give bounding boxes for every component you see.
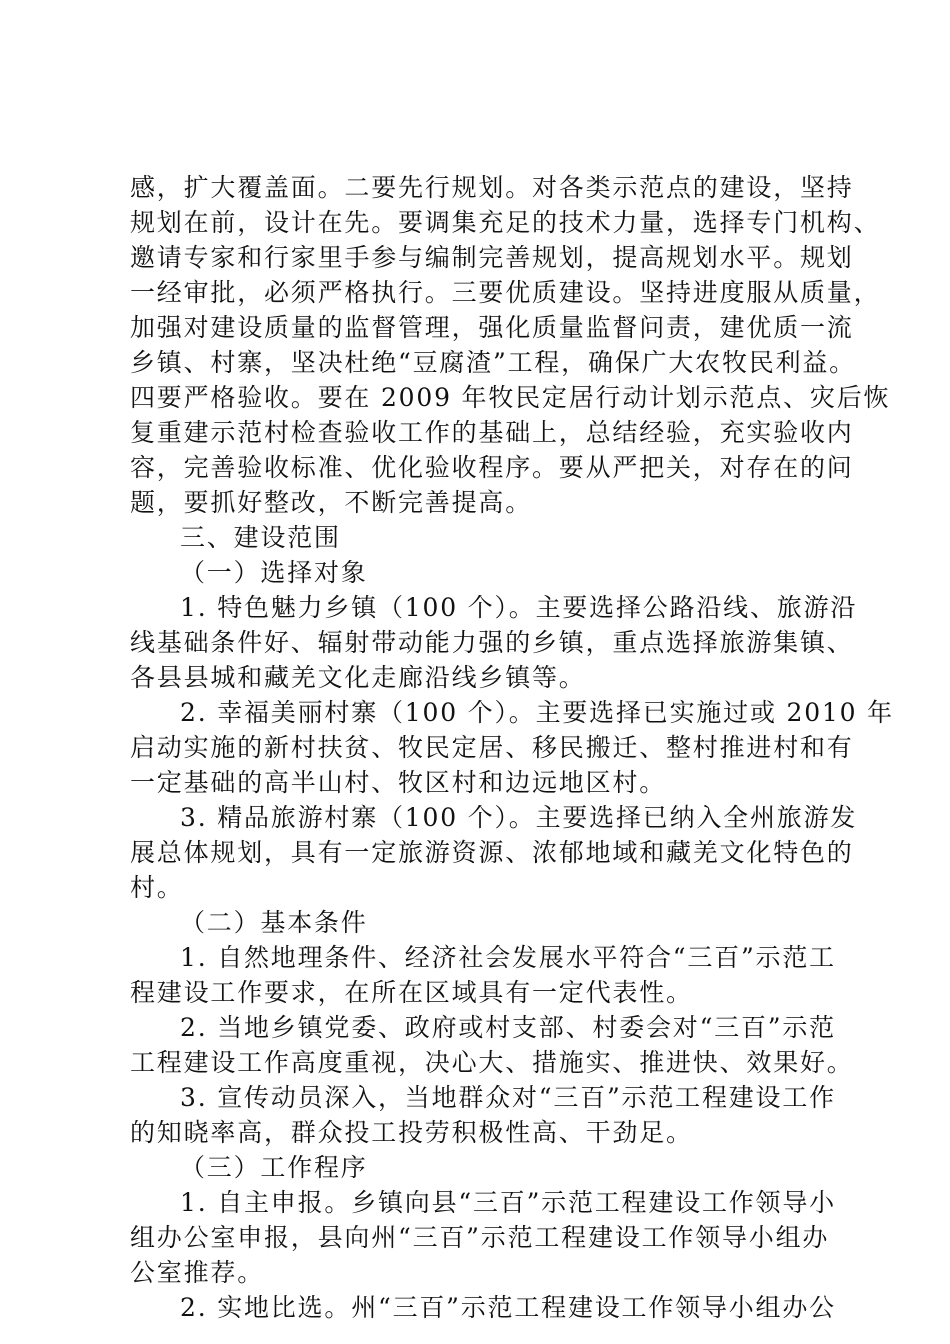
body-line: 启动实施的新村扶贫、牧民定居、移民搬迁、整村推进村和有 — [130, 733, 854, 762]
subsection-heading: （一）选择对象 — [180, 558, 368, 587]
body-line: 各县县城和藏羌文化走廊沿线乡镇等。 — [130, 663, 586, 692]
document-body — [130, 170, 894, 1325]
body-line: 工程建设工作高度重视，决心大、措施实、推进快、效果好。 — [130, 1048, 854, 1077]
body-line: 线基础条件好、辐射带动能力强的乡镇，重点选择旅游集镇、 — [130, 628, 854, 657]
list-item-start: 3. 精品旅游村寨（100 个）。主要选择已纳入全州旅游发 — [180, 803, 858, 832]
list-item-start: 2. 幸福美丽村寨（100 个）。主要选择已实施过或 2010 年 — [180, 698, 894, 727]
body-line: 村。 — [130, 873, 184, 902]
list-item-start: 1. 自然地理条件、经济社会发展水平符合“三百”示范工 — [180, 943, 836, 972]
body-line: 感，扩大覆盖面。二要先行规划。对各类示范点的建设，坚持 — [130, 173, 854, 202]
list-item-start: 2. 实地比选。州“三百”示范工程建设工作领导小组办公 — [180, 1293, 836, 1322]
list-item-start: 3. 宣传动员深入，当地群众对“三百”示范工程建设工作 — [180, 1083, 836, 1112]
body-line: 的知晓率高，群众投工投劳积极性高、干劲足。 — [130, 1118, 693, 1147]
body-line: 题，要抓好整改，不断完善提高。 — [130, 488, 533, 517]
subsection-heading: （三）工作程序 — [180, 1153, 368, 1182]
body-line: 展总体规划，具有一定旅游资源、浓郁地域和藏羌文化特色的 — [130, 838, 854, 867]
body-line: 邀请专家和行家里手参与编制完善规划，提高规划水平。规划 — [130, 243, 854, 272]
body-line: 乡镇、村寨，坚决杜绝“豆腐渣”工程，确保广大农牧民利益。 — [130, 348, 856, 377]
list-item-start: 1. 特色魅力乡镇（100 个）。主要选择公路沿线、旅游沿 — [180, 593, 858, 622]
body-line: 复重建示范村检查验收工作的基础上，总结经验，充实验收内 — [130, 418, 854, 447]
body-line: 组办公室申报，县向州“三百”示范工程建设工作领导小组办 — [130, 1223, 830, 1252]
body-line: 容，完善验收标准、优化验收程序。要从严把关，对存在的问 — [130, 453, 854, 482]
subsection-heading: （二）基本条件 — [180, 908, 368, 937]
section-heading: 三、建设范围 — [180, 523, 341, 552]
list-item-start: 1. 自主申报。乡镇向县“三百”示范工程建设工作领导小 — [180, 1188, 836, 1217]
body-line: 一经审批，必须严格执行。三要优质建设。坚持进度服从质量， — [130, 278, 881, 307]
body-line: 程建设工作要求，在所在区域具有一定代表性。 — [130, 978, 693, 1007]
body-line: 加强对建设质量的监督管理，强化质量监督问责，建优质一流 — [130, 313, 854, 342]
list-item-start: 2. 当地乡镇党委、政府或村支部、村委会对“三百”示范 — [180, 1013, 836, 1042]
body-line: 规划在前，设计在先。要调集充足的技术力量，选择专门机构、 — [130, 208, 881, 237]
body-line: 一定基础的高半山村、牧区村和边远地区村。 — [130, 768, 667, 797]
body-line: 公室推荐。 — [130, 1258, 265, 1287]
body-line: 四要严格验收。要在 2009 年牧民定居行动计划示范点、灾后恢 — [130, 383, 891, 412]
